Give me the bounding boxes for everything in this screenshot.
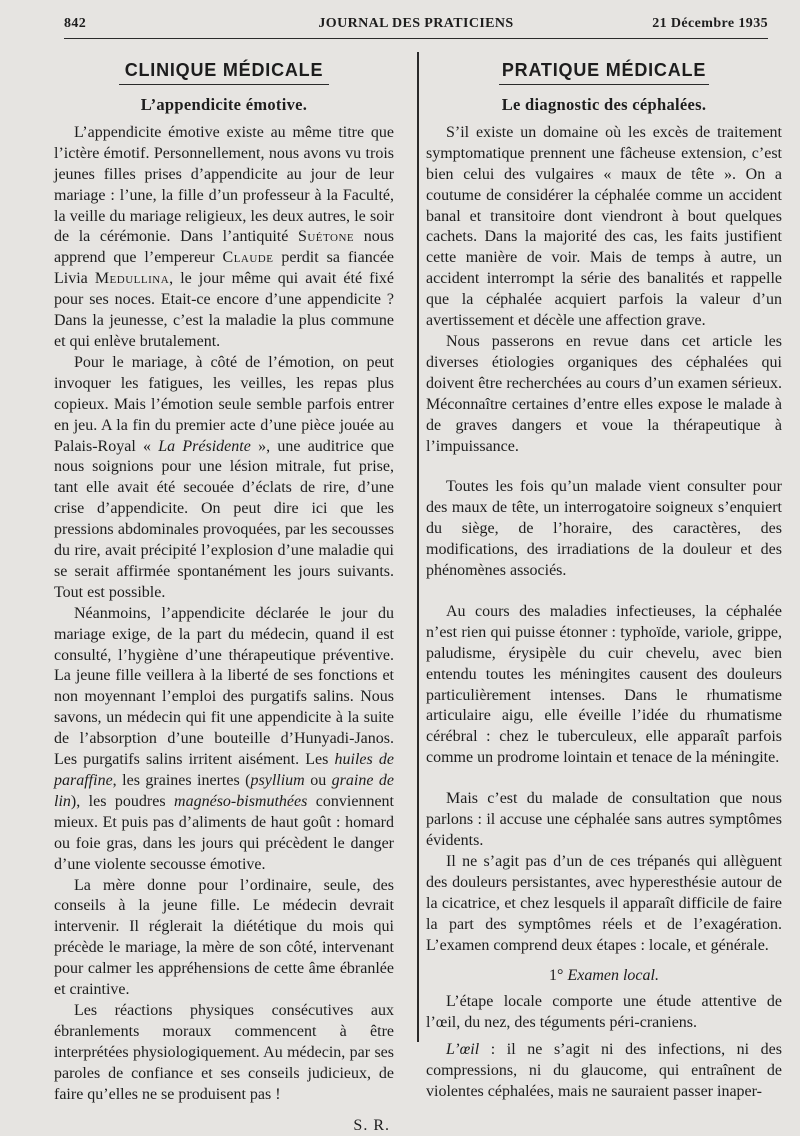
name-medullina: Medullina [95, 270, 169, 287]
signature: S. R. [54, 1116, 394, 1136]
journal-title: JOURNAL DES PRATICIENS [64, 16, 768, 32]
header-rule [64, 38, 768, 39]
section-title-clinique: CLINIQUE MÉDICALE [54, 58, 394, 82]
page-number: 842 [64, 16, 86, 32]
name-suetone: Suétone [298, 228, 354, 245]
name-claude: Claude [223, 249, 274, 266]
article-title-cephalees: Le diagnostic des céphalées. [426, 95, 782, 116]
paragraph: L’appendicite émotive existe au même titre que l’ictère émotif. Personnellement, nous avons vu trois jeunes filles prises d’appendicite au jour de leur mariage : l’une, la fille d’un professeur à la Faculté, la veille du mariage religieux, les deux autres, le soir de la cérémonie. Dans l’antiquité Suétone nous apprend que l’empereur Claude perdit sa fiancée Livia Medullina, le jour même qui avait été fixé pour ses noces. Etait-ce encore d’une appendicite ? Dans la jeunesse, c’est la maladie la plus commune et qui enlève brutalement. [54, 123, 394, 353]
left-column [54, 56, 394, 1136]
paragraph: Néanmoins, l’appendicite déclarée le jour du mariage exige, de la part du médecin, quand il est consulté, l’hygiène d’une thérapeutique préventive. La jeune fille veillera à la liberté de ses fonctions et non moyennant l’emploi des purgatifs salins. Nous savons, un médecin qui fit une appendicite à la suite de l’absorption d’une bouteille d’Hunyadi-Janos. Les purgatifs salins irritent aisément. Les huiles de paraffine, les graines inertes (psyllium ou graine de lin), les poudres magnéso-bismuthées conviennent mieux. Et puis pas d’aliments de haut goût : homard ou foie gras, dans les jours qui précèdent le danger d’une violente secousse émotive. [54, 604, 394, 876]
column-divider [417, 52, 419, 1042]
paragraph: S’il existe un domaine où les excès de traitement symptomatique prennent une fâcheuse extension, c’est bien celui des vulgaires « maux de tête ». On a coutume de considérer la céphalée comme un accident banal et transitoire dont viendront à bout quelques cachets. Dans la majorité des cas, les faits justifient cette manière de voir. Mais de temps à autre, un accident interrompt la série des banalités et rappelle que la céphalée acquiert parfois la valeur d’un avertissement et décèle une affection grave. [426, 123, 782, 332]
section-title-pratique: PRATIQUE MÉDICALE [426, 58, 782, 82]
section-underline [499, 84, 709, 85]
running-header [64, 16, 768, 38]
issue-date: 21 Décembre 1935 [652, 16, 768, 32]
paragraph: Les réactions physiques consécutives aux ébranlements moraux commencent à être interprétées physiologiquement. Au médecin, par ses paroles de confiance et ses conseils judicieux, de faire qu’elles ne se produisent pas ! [54, 1001, 394, 1106]
section-underline [119, 84, 329, 85]
right-column [426, 56, 782, 1103]
paragraph: Il ne s’agit pas d’un de ces trépanés qui allèguent des douleurs persistantes, avec hyperesthésie autour de la cicatrice, et chez lesquels il apparaît difficile de faire la part des symptômes réels et de l’exagération. L’examen comprend deux étapes : locale, et générale. [426, 852, 782, 957]
term-oeil: L’œil [446, 1041, 479, 1058]
article-title-appendicite: L’appendicite émotive. [54, 95, 394, 116]
paragraph: La mère donne pour l’ordinaire, seule, des conseils à la jeune fille. Le médecin devrait intervenir. Il réglerait la diététique du mois qui précède le mariage, la mère de son côté, intervenant pour calmer les appréhensions de cette âme ébranlée et craintive. [54, 876, 394, 1001]
paragraph: Toutes les fois qu’un malade vient consulter pour des maux de tête, un interrogatoire soigneux s’enquiert du siège, de l’horaire, des caractères, des modifications, des irradiations de la douleur et des phénomènes associés. [426, 477, 782, 582]
paragraph: L’étape locale comporte une étude attentive de l’œil, du nez, des téguments péri-craniens. [426, 992, 782, 1034]
subheading-examen-local: 1° Examen local. [426, 966, 782, 987]
paragraph: Nous passerons en revue dans cet article les diverses étiologies organiques des céphalées qui doivent être recherchées au cours d’un examen sérieux. Méconnaître certaines d’entre elles expose le malade à de graves dangers et voue la thérapeutique à l’impuissance. [426, 332, 782, 457]
play-title: La Présidente [158, 438, 251, 455]
paragraph: Au cours des maladies infectieuses, la céphalée n’est rien qui puisse étonner : typhoïde, variole, grippe, paludisme, érysipèle du cuir chevelu, avec bien entendu toutes les méningites causent des douleurs particulièrement intenses. Dans le rhumatisme articulaire aigu, elle éveille l’idée du rhumatisme cérébral : chez le tuberculeux, elle apparaît parfois comme un prodrome lointain et tenace de la méningite. [426, 602, 782, 769]
paragraph: Mais c’est du malade de consultation que nous parlons : il accuse une céphalée sans autres symptômes évidents. [426, 789, 782, 852]
paragraph: L’œil : il ne s’agit ni des infections, ni des compressions, ni du glaucome, qui entraînent de violentes céphalées, mais ne sauraient passer inaper- [426, 1040, 782, 1103]
paragraph: Pour le mariage, à côté de l’émotion, on peut invoquer les fatigues, les veilles, les repas plus copieux. Mais l’émotion seule semble parfois entrer en jeu. A la fin du premier acte d’une pièce jouée au Palais-Royal « La Présidente », une auditrice que nous soignions pour une lésion mitrale, fut prise, tant elle avait été secouée d’éclats de rire, d’une crise d’appendicite. On peut dire ici que les pressions abdominales provoquées, par les secousses du rire, avait précipité l’explosion d’une maladie qui se serait affirmée spontanément les jours suivants. Tout est possible. [54, 353, 394, 604]
